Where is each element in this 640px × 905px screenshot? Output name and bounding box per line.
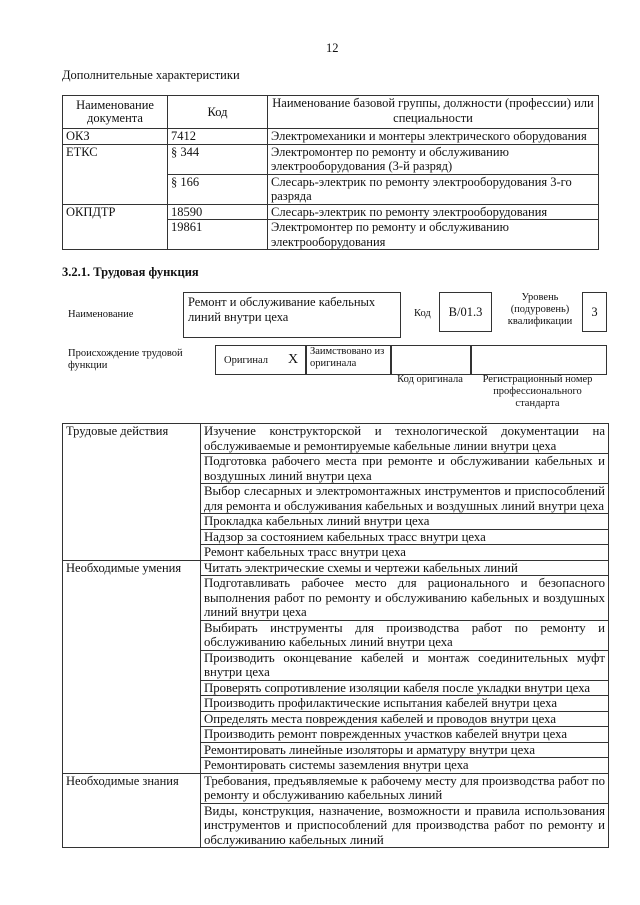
cell-doc: ОКПДТР — [63, 204, 168, 250]
cell-code: § 166 — [168, 174, 268, 204]
reg-number-box — [470, 345, 607, 375]
cell-doc: ОКЗ — [63, 129, 168, 145]
skill-group-label: Необходимые умения — [63, 560, 201, 773]
action-item: Прокладка кабельных линий внутри цеха — [201, 514, 609, 530]
origin-label: Происхождение трудовой функции — [68, 348, 183, 371]
action-item: Выбор слесарных и электромонтажных инструментов и приспособлений для ремонта и обслуживания кабельных и воздушных линий внутри цеха — [201, 484, 609, 514]
action-item: Ремонт кабельных трасс внутри цеха — [201, 545, 609, 561]
function-name-box: Ремонт и обслуживание кабельных линий внутри цеха — [183, 292, 401, 338]
header-name: Наименование базовой группы, должности (профессии) или специальности — [268, 96, 599, 129]
action-item: Подготовка рабочего места при ремонте и обслуживании кабельных и воздушных линий внутри цеха — [201, 454, 609, 484]
name-label: Наименование — [68, 309, 134, 320]
action-item: Надзор за состоянием кабельных трасс внутри цеха — [201, 529, 609, 545]
knowledge-group-label: Необходимые знания — [63, 773, 201, 848]
table-row — [63, 424, 609, 454]
action-item: Изучение конструкторской и технологической документации на обслуживаемые и ремонтируемые кабельные линии внутри цеха — [201, 424, 609, 454]
table-header-row — [63, 96, 599, 129]
skill-item: Проверять сопротивление изоляции кабеля после укладки внутри цеха — [201, 680, 609, 696]
header-code: Код — [168, 96, 268, 129]
table-row — [63, 773, 609, 803]
cell-code: 7412 — [168, 129, 268, 145]
skill-item: Определять места повреждения кабелей и проводов внутри цеха — [201, 711, 609, 727]
cell-name: Слесарь-электрик по ремонту электрооборудования — [268, 204, 599, 220]
original-mark: X — [288, 352, 299, 367]
cell-code: § 344 — [168, 144, 268, 174]
skill-item: Подготавливать рабочее место для рационального и безопасного выполнения работ по ремонту и обслуживанию кабельных и воздушных линий внутри цеха — [201, 576, 609, 621]
skill-item: Выбирать инструменты для производства работ по ремонту и обслуживанию кабельных линий внутри цеха — [201, 620, 609, 650]
reg-num-label: Регистрационный номер профессионального стандарта — [482, 374, 593, 409]
cell-code: 19861 — [168, 220, 268, 250]
original-box — [215, 345, 307, 375]
code-label: Код — [414, 308, 431, 319]
table-row — [63, 129, 599, 145]
section-title: 3.2.1. Трудовая функция — [62, 265, 199, 279]
cell-name: Электромеханики и монтеры электрического оборудования — [268, 129, 599, 145]
level-label: Уровень (подуровень) квалификации — [507, 292, 573, 327]
additional-title: Дополнительные характеристики — [62, 68, 240, 82]
skill-item: Производить ремонт поврежденных участков кабелей внутри цеха — [201, 727, 609, 743]
skill-item: Ремонтировать системы заземления внутри цеха — [201, 758, 609, 774]
action-group-label: Трудовые действия — [63, 424, 201, 561]
cell-name: Электромонтер по ремонту и обслуживанию электрооборудования (3-й разряд) — [268, 144, 599, 174]
skill-item: Производить оконцевание кабелей и монтаж соединительных муфт внутри цеха — [201, 650, 609, 680]
skill-item: Читать электрические схемы и чертежи кабельных линий — [201, 560, 609, 576]
cell-name: Слесарь-электрик по ремонту электрооборудования 3-го разряда — [268, 174, 599, 204]
knowledge-item: Требования, предъявляемые к рабочему месту для производства работ по ремонту и обслуживанию кабельных линий — [201, 773, 609, 803]
additional-characteristics-table — [62, 95, 599, 250]
table-row — [63, 560, 609, 576]
level-box: 3 — [582, 292, 607, 332]
cell-doc: ЕТКС — [63, 144, 168, 204]
function-details-table — [62, 423, 609, 848]
original-code-box — [390, 345, 472, 375]
cell-name: Электромонтер по ремонту и обслуживанию электрооборудования — [268, 220, 599, 250]
skill-item: Ремонтировать линейные изоляторы и арматуру внутри цеха — [201, 742, 609, 758]
knowledge-item: Виды, конструкция, назначение, возможности и правила использования инструментов и приспособлений для производства работ по ремонту и обслуживанию кабельных линий — [201, 803, 609, 848]
page-number: 12 — [326, 41, 339, 55]
original-label: Оригинал — [224, 355, 268, 366]
borrowed-box: Заимствовано из оригинала — [305, 345, 392, 375]
table-row — [63, 144, 599, 174]
cell-code: 18590 — [168, 204, 268, 220]
skill-item: Производить профилактические испытания кабелей внутри цеха — [201, 696, 609, 712]
table-row — [63, 204, 599, 220]
function-code-box: B/01.3 — [439, 292, 492, 332]
header-doc: Наименование документа — [63, 96, 168, 129]
orig-code-label: Код оригинала — [397, 374, 463, 385]
